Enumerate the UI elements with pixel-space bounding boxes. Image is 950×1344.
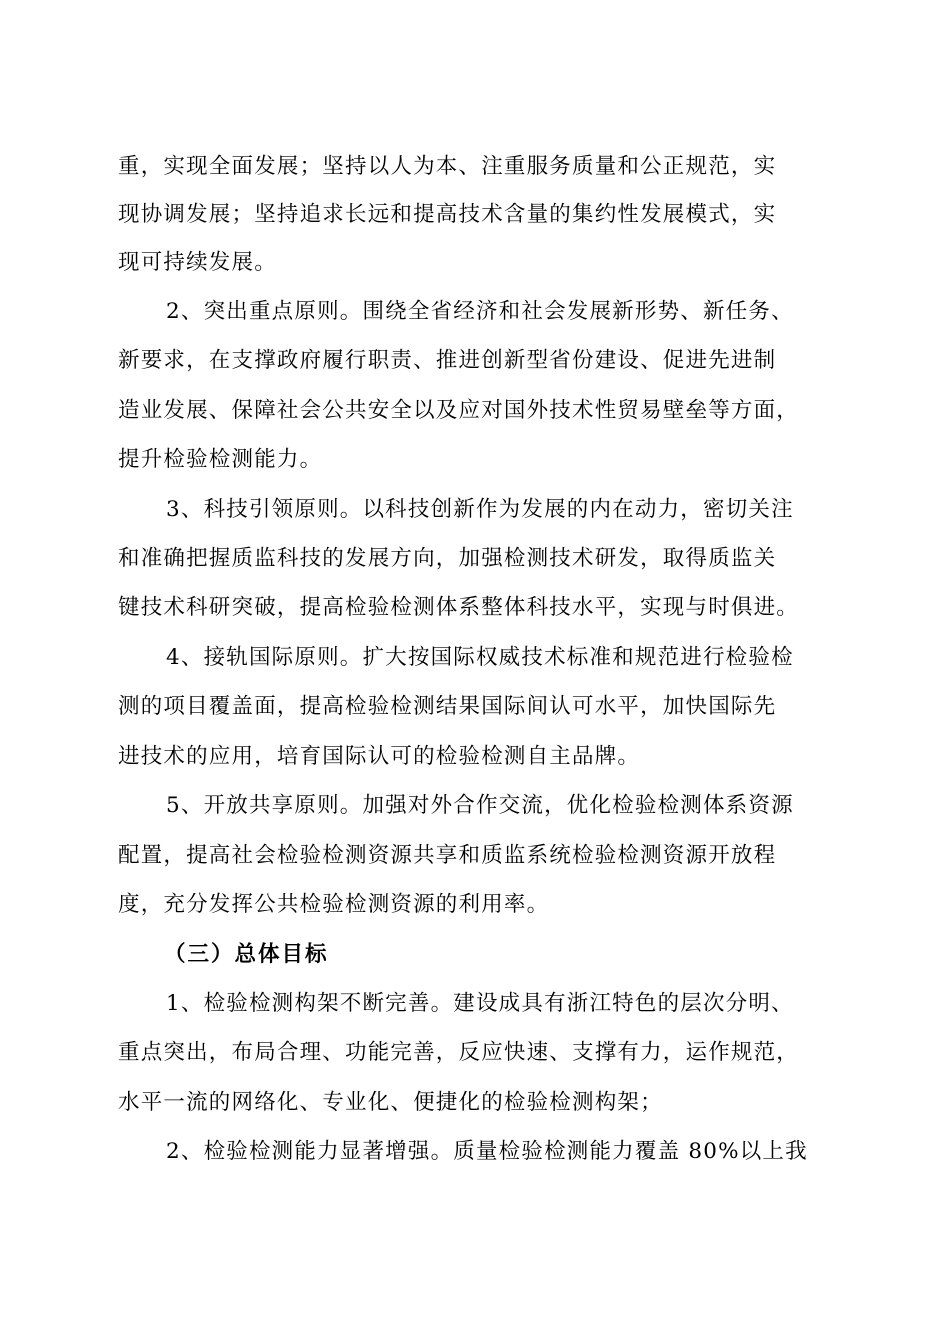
paragraph-line: 测的项目覆盖面，提高检验检测结果国际间认可水平，加快国际先 <box>118 694 777 719</box>
paragraph-line: 度，充分发挥公共检验检测资源的利用率。 <box>118 892 550 917</box>
paragraph-line: 重点突出，布局合理、功能完善，反应快速、支撑有力，运作规范， <box>118 1040 800 1065</box>
paragraph-first-line: 1、检验检测构架不断完善。建设成具有浙江特色的层次分明、 <box>166 991 794 1016</box>
paragraph-first-line: 2、突出重点原则。围绕全省经济和社会发展新形势、新任务、 <box>166 299 794 324</box>
paragraph-line: 进技术的应用，培育国际认可的检验检测自主品牌。 <box>118 744 641 769</box>
paragraph-first-line: 2、检验检测能力显著增强。质量检验检测能力覆盖 80%以上我 <box>166 1139 808 1164</box>
paragraph-line: 提升检验检测能力。 <box>118 447 323 472</box>
paragraph-line: 现可持续发展。 <box>118 250 277 275</box>
paragraph-line: 水平一流的网络化、专业化、便捷化的检验检测构架； <box>118 1090 663 1115</box>
paragraph-line: 现协调发展；坚持追求长远和提高技术含量的集约性发展模式，实 <box>118 202 777 227</box>
section-heading: （三）总体目标 <box>164 942 329 967</box>
paragraph-line: 新要求，在支撑政府履行职责、推进创新型省份建设、促进先进制 <box>118 348 777 373</box>
paragraph-line: 和准确把握质监科技的发展方向，加强检测技术研发，取得质监关 <box>118 546 777 571</box>
paragraph-line: 配置，提高社会检验检测资源共享和质监系统检验检测资源开放程 <box>118 843 777 868</box>
paragraph-first-line: 5、开放共享原则。加强对外合作交流，优化检验检测体系资源 <box>166 793 794 818</box>
paragraph-line: 造业发展、保障社会公共安全以及应对国外技术性贸易壁垒等方面， <box>118 398 800 423</box>
paragraph-first-line: 3、科技引领原则。以科技创新作为发展的内在动力，密切关注 <box>166 497 794 522</box>
paragraph-line: 重，实现全面发展；坚持以人为本、注重服务质量和公正规范，实 <box>118 154 777 179</box>
paragraph-first-line: 4、接轨国际原则。扩大按国际权威技术标准和规范进行检验检 <box>166 645 794 670</box>
paragraph-line: 键技术科研突破，提高检验检测体系整体科技水平，实现与时俱进。 <box>118 595 800 620</box>
